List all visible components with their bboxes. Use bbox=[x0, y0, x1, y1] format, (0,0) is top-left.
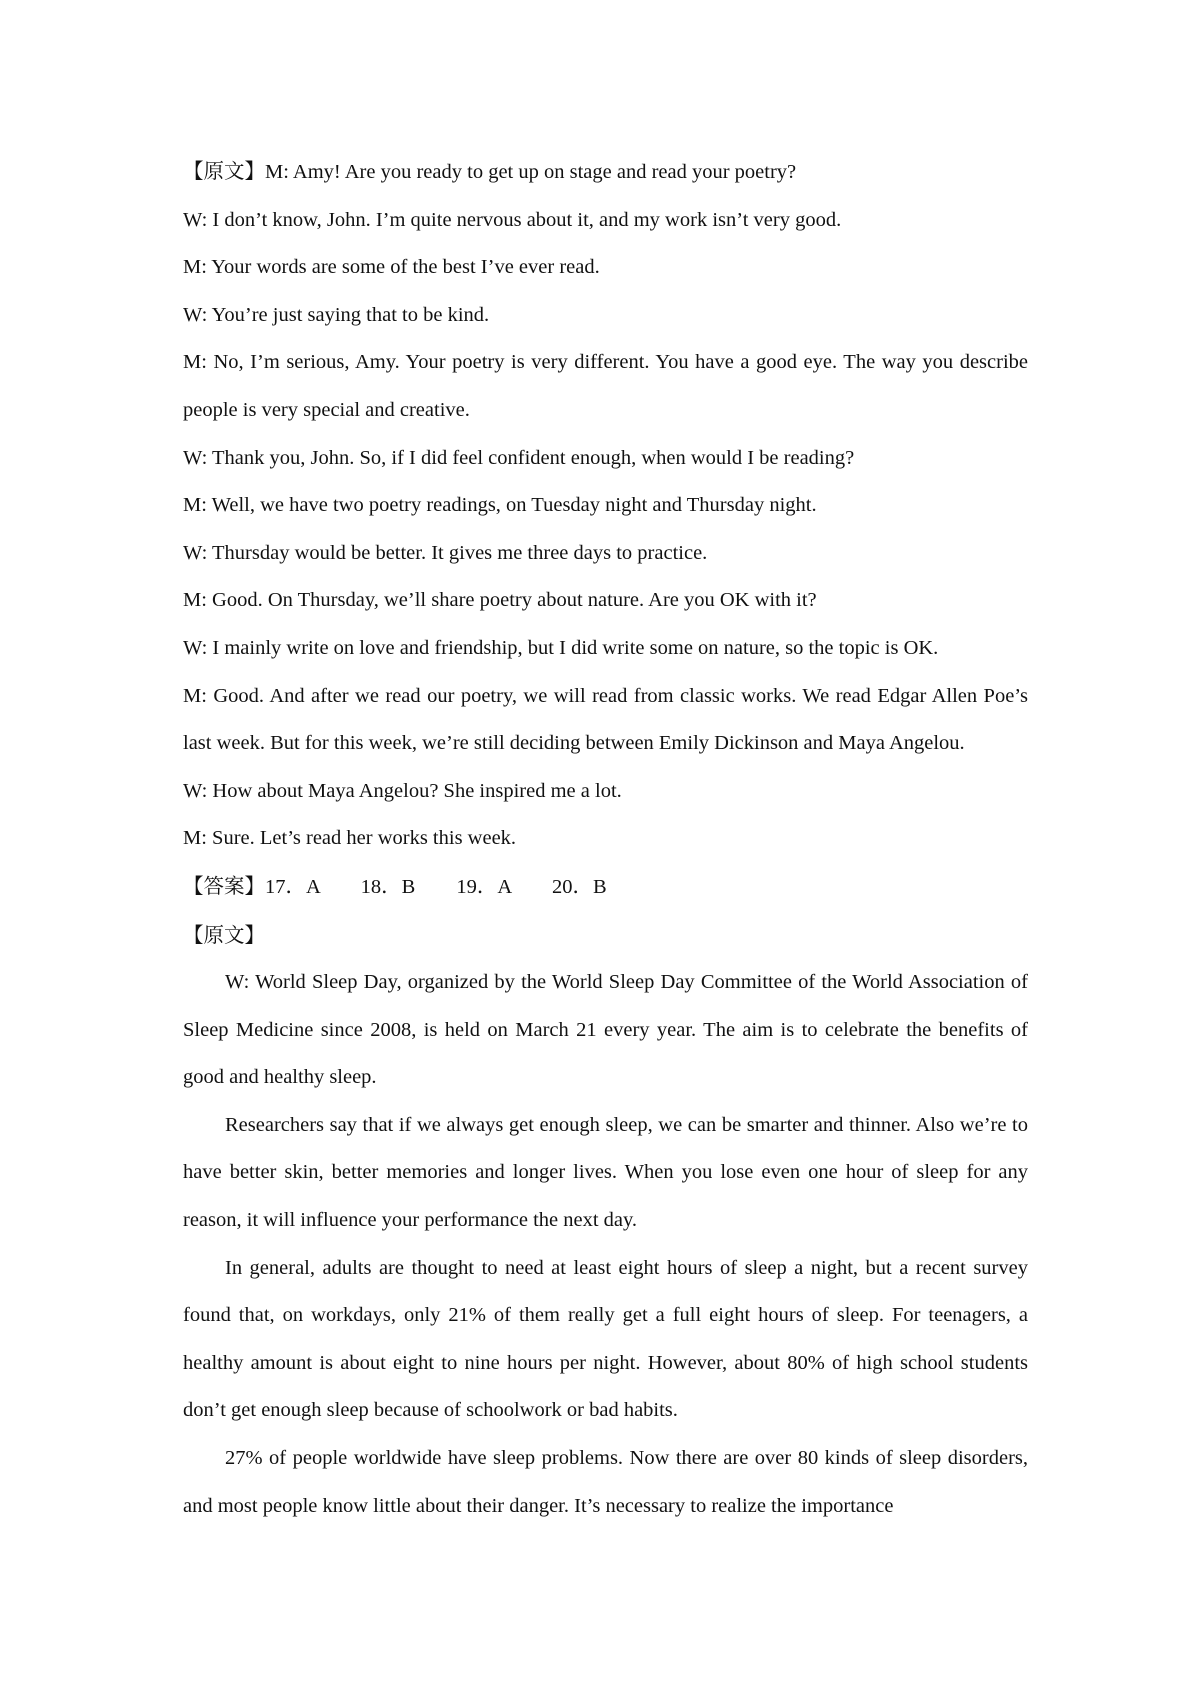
dialogue-line: W: I mainly write on love and friendship, but I did write some on nature, so the topic is OK. bbox=[183, 636, 939, 659]
dialogue-line: M: Your words are some of the best I’ve ever read. bbox=[183, 256, 600, 279]
dialogue-line: M: Sure. Let’s read her works this week. bbox=[183, 827, 517, 850]
dialogue-line: 【原文】M: Amy! Are you ready to get up on stage and read your poetry? bbox=[183, 159, 797, 183]
answer-values: 17．A 18．B 19．A 20．B bbox=[265, 875, 607, 898]
passage-paragraph: In general, adults are thought to need at least eight hours of sleep a night, but a recent survey found that, on workdays, only 21% of them really get a full eight hours of sleep. For teenagers, a healthy amount is about eight to nine hours per night. However, about 80% of high school students don’t get enough sleep because of schoolwork or bad habits. bbox=[183, 1256, 1034, 1422]
dialogue-line: M: Good. On Thursday, we’ll share poetry about nature. Are you OK with it? bbox=[183, 589, 817, 612]
dialogue-line: W: I don’t know, John. I’m quite nervous about it, and my work isn’t very good. bbox=[183, 208, 842, 231]
section-marker-original-text: 【原文】 bbox=[183, 159, 265, 183]
dialogue-line: W: You’re just saying that to be kind. bbox=[183, 303, 490, 326]
dialogue-line: W: Thank you, John. So, if I did feel confident enough, when would I be reading? bbox=[183, 446, 855, 469]
document-page bbox=[183, 148, 1034, 1530]
dialogue-line: W: How about Maya Angelou? She inspired me a lot. bbox=[183, 779, 622, 802]
answer-key bbox=[183, 863, 1028, 912]
passage-paragraph: 27% of people worldwide have sleep problems. Now there are over 80 kinds of sleep disorders, and most people know little about their danger. It’s necessary to realize the importance bbox=[183, 1447, 1034, 1517]
dialogue-line: M: No, I’m serious, Amy. Your poetry is very different. You have a good eye. The way you describe people is very special and creative. bbox=[183, 351, 1034, 421]
section-marker-answer: 【答案】 bbox=[183, 873, 265, 898]
passage-paragraph: W: World Sleep Day, organized by the World Sleep Day Committee of the World Association of Sleep Medicine since 2008, is held on March 21 every year. The aim is to celebrate the benefits of good and healthy sleep. bbox=[183, 971, 1034, 1089]
passage-paragraph: Researchers say that if we always get enough sleep, we can be smarter and thinner. Also we’re to have better skin, better memories and longer lives. When you lose even one hour of sleep for any reason, it will influence your performance the next day. bbox=[183, 1113, 1034, 1232]
section-marker-original-text: 【原文】 bbox=[183, 922, 265, 947]
dialogue-line: M: Good. And after we read our poetry, we will read from classic works. We read Edgar Allen Poe’s last week. But for this week, we’re still deciding between Emily Dickinson and Maya Angelou. bbox=[183, 684, 1034, 755]
dialogue-line: M: Well, we have two poetry readings, on Tuesday night and Thursday night. bbox=[183, 494, 817, 517]
dialogue-line: W: Thursday would be better. It gives me three days to practice. bbox=[183, 541, 708, 564]
